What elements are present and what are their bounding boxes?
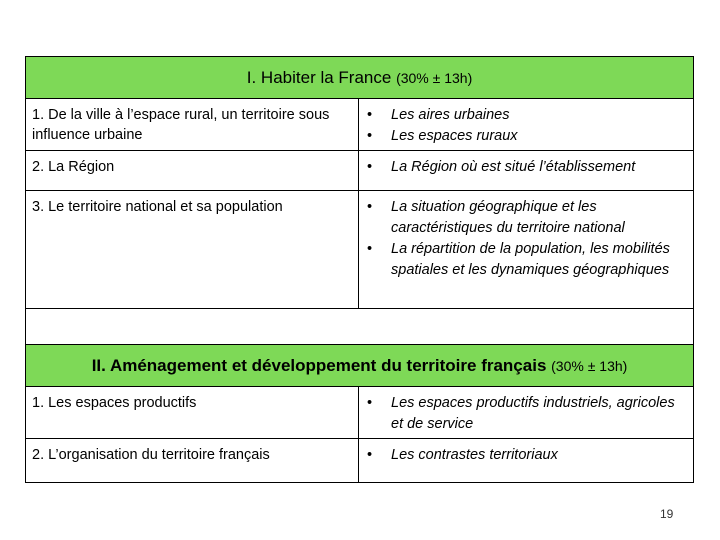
section1-title bbox=[247, 68, 472, 88]
bullet-text: La situation géographique et les caractéristiques du territoire national bbox=[391, 199, 625, 236]
section1-percent: (30% ± 13h) bbox=[396, 69, 473, 86]
row-content bbox=[359, 99, 693, 150]
bullet-icon: • bbox=[367, 199, 373, 215]
list-item bbox=[367, 239, 687, 281]
section1-title-text: I. Habiter la France bbox=[246, 67, 392, 87]
row-topic: 2. L’organisation du territoire français bbox=[26, 439, 359, 482]
row-topic: 3. Le territoire national et sa population bbox=[26, 191, 359, 308]
table-row bbox=[26, 191, 693, 309]
list-item bbox=[367, 157, 687, 178]
row-topic: 2. La Région bbox=[26, 151, 359, 190]
table-row bbox=[26, 439, 693, 482]
row-content bbox=[359, 151, 693, 190]
list-item bbox=[367, 105, 687, 126]
row-content bbox=[359, 387, 693, 438]
bullet-text: Les espaces productifs industriels, agricoles et de service bbox=[391, 395, 675, 432]
bullet-text: Les aires urbaines bbox=[391, 107, 510, 123]
section2-title bbox=[92, 356, 628, 376]
bullet-icon: • bbox=[367, 107, 373, 123]
table-row bbox=[26, 99, 693, 151]
bullet-icon: • bbox=[367, 159, 373, 175]
row-topic: 1. De la ville à l’espace rural, un territoire sous influence urbaine bbox=[26, 99, 359, 150]
bullet-icon: • bbox=[367, 241, 373, 257]
row-content bbox=[359, 439, 693, 482]
bullet-text: La Région où est situé l’établissement bbox=[391, 159, 636, 175]
row-content bbox=[359, 191, 693, 308]
list-item bbox=[367, 445, 687, 466]
section2-header bbox=[26, 345, 693, 387]
empty-row bbox=[26, 309, 693, 345]
section2-title-text: II. Aménagement et développement du territoire français bbox=[91, 355, 547, 375]
table-row bbox=[26, 387, 693, 439]
bullet-icon: • bbox=[367, 128, 373, 144]
program-table bbox=[25, 56, 694, 483]
bullet-icon: • bbox=[367, 447, 373, 463]
table-row bbox=[26, 151, 693, 191]
bullet-text: Les contrastes territoriaux bbox=[391, 447, 558, 463]
section2-percent: (30% ± 13h) bbox=[551, 357, 628, 374]
section1-header bbox=[26, 57, 693, 99]
bullet-icon: • bbox=[367, 395, 373, 411]
list-item bbox=[367, 197, 687, 239]
bullet-text: La répartition de la population, les mobilités spatiales et les dynamiques géographiques bbox=[391, 241, 670, 278]
bullet-text: Les espaces ruraux bbox=[391, 128, 518, 144]
list-item bbox=[367, 393, 687, 435]
list-item bbox=[367, 126, 687, 147]
row-topic: 1. Les espaces productifs bbox=[26, 387, 359, 438]
page-number: 19 bbox=[660, 507, 674, 521]
